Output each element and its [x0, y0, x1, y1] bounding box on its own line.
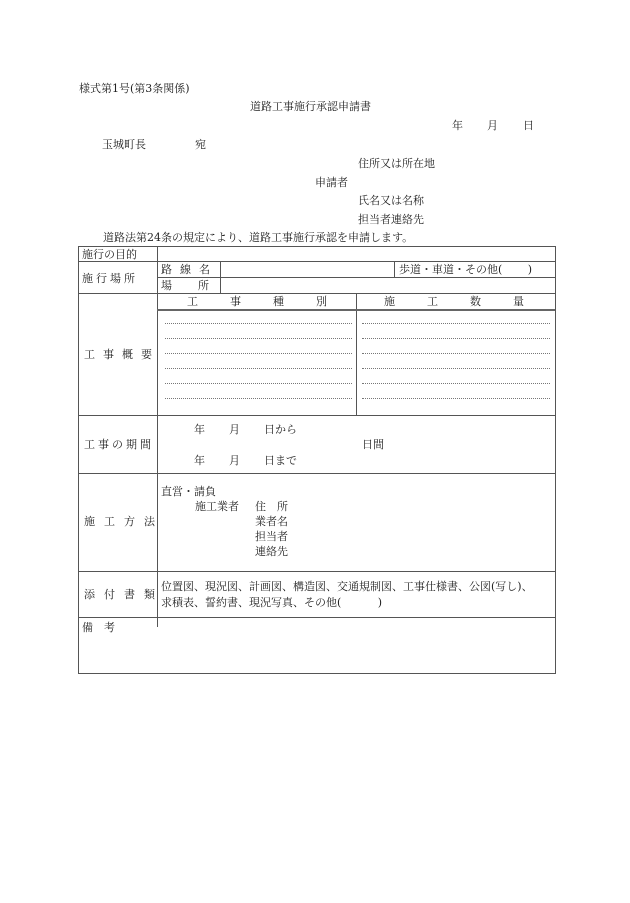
- application-statement: 道路法第24条の規定により、道路工事施行承認を申請します。: [103, 231, 414, 244]
- place-label: 場所: [161, 279, 235, 292]
- work-type-header: [187, 295, 359, 308]
- period-to-month: 月: [229, 454, 240, 467]
- period-from-month: 月: [229, 423, 240, 436]
- applicant-name-label: 氏名又は名称: [358, 194, 424, 207]
- method-label: 施工方法: [84, 515, 164, 528]
- summary-label: 工事概要: [84, 348, 160, 361]
- route-name-label: 路線名: [161, 263, 218, 276]
- method-type-selector[interactable]: 直営・請負: [161, 485, 216, 498]
- purpose-field[interactable]: [159, 247, 555, 261]
- remarks-field[interactable]: [79, 635, 555, 673]
- road-type-selector[interactable]: 歩道・車道・その他( ): [399, 263, 533, 276]
- contractor-address-label[interactable]: 住 所: [255, 500, 288, 513]
- location-label: [82, 272, 154, 285]
- addressee-suffix: 宛: [195, 138, 206, 151]
- purpose-label: [82, 248, 154, 261]
- attachments-line-2[interactable]: 求積表、誓約書、現況写真、その他( ): [161, 596, 383, 609]
- form-number: 様式第1号(第3条関係): [79, 82, 190, 95]
- quantity-line[interactable]: [362, 368, 550, 369]
- remarks-label: 備 考: [82, 621, 115, 634]
- work-type-line[interactable]: [165, 398, 352, 399]
- work-type-header-text: 工事種別: [187, 295, 359, 308]
- applicant-label: 申請者: [315, 176, 348, 189]
- route-name-field[interactable]: [222, 262, 393, 277]
- period-to-year: 年: [194, 454, 205, 467]
- period-label: 工事の期間: [84, 438, 154, 451]
- location-label-text: 施行場所: [82, 272, 138, 285]
- quantity-line[interactable]: [362, 323, 550, 324]
- quantity-line[interactable]: [362, 353, 550, 354]
- contractor-contact-label[interactable]: 連絡先: [255, 545, 288, 558]
- purpose-label-text: 施行の目的: [82, 248, 137, 261]
- period-days-label: 日間: [362, 438, 384, 451]
- contractor-company-label[interactable]: 業者名: [255, 515, 288, 528]
- work-type-line[interactable]: [165, 353, 352, 354]
- period-from-day: 日から: [264, 423, 297, 436]
- contractor-label: 施工業者: [195, 500, 239, 513]
- applicant-contact-label: 担当者連絡先: [358, 213, 424, 226]
- attachments-label: 添付書類: [84, 588, 164, 601]
- quantity-line[interactable]: [362, 338, 550, 339]
- work-type-line[interactable]: [165, 383, 352, 384]
- date-day[interactable]: 日: [523, 119, 534, 132]
- work-type-line[interactable]: [165, 368, 352, 369]
- period-to-day: 日まで: [264, 454, 297, 467]
- date-year[interactable]: 年: [452, 119, 463, 132]
- contractor-person-label[interactable]: 担当者: [255, 530, 288, 543]
- application-form-table: [78, 246, 556, 674]
- document-title: 道路工事施行承認申請書: [250, 100, 371, 113]
- applicant-address-label: 住所又は所在地: [358, 157, 435, 170]
- place-field[interactable]: [222, 278, 555, 293]
- work-type-line[interactable]: [165, 323, 352, 324]
- quantity-line[interactable]: [362, 398, 550, 399]
- work-type-line[interactable]: [165, 338, 352, 339]
- quantity-line[interactable]: [362, 383, 550, 384]
- addressee-name: 玉城町長: [102, 138, 146, 151]
- date-month[interactable]: 月: [487, 119, 498, 132]
- period-from-year: 年: [194, 423, 205, 436]
- quantity-header: 施工数量: [384, 295, 556, 308]
- attachments-line-1[interactable]: 位置図、現況図、計画図、構造図、交通規制図、工事仕様書、公図(写し)、: [161, 580, 533, 593]
